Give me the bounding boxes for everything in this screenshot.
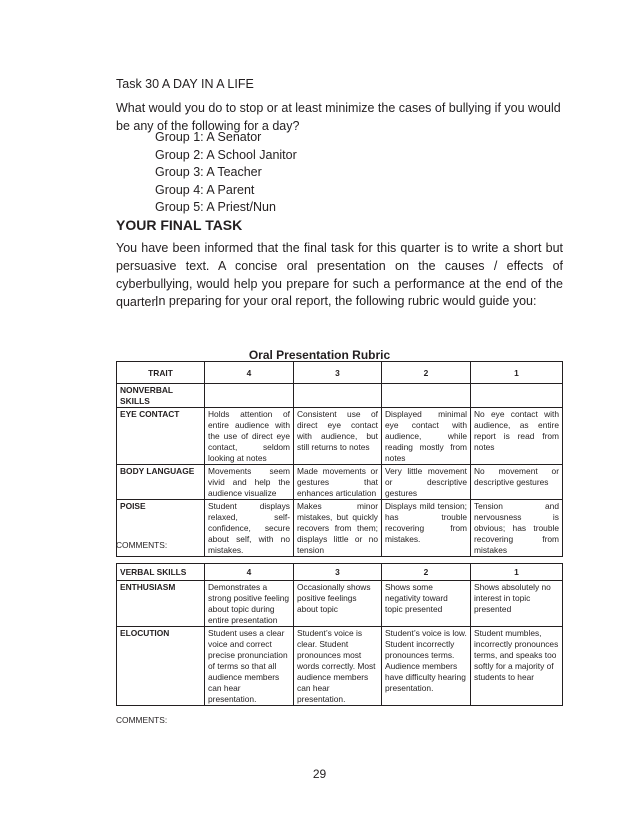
score-3-cell: Consistent use of direct eye contact with audience, but still returns to notes	[294, 408, 382, 465]
table-row	[117, 581, 563, 627]
trait-label: POISE	[117, 500, 205, 557]
header-score-4: 4	[205, 362, 294, 384]
table-row	[117, 500, 563, 557]
table-header-row	[117, 564, 563, 581]
nonverbal-rubric-table	[116, 361, 563, 557]
header-score-4: 4	[205, 564, 294, 581]
task-title: Task 30 A DAY IN A LIFE	[116, 77, 254, 91]
score-4-cell: Holds attention of entire audience with the use of direct eye contact, seldom looking at notes	[205, 408, 294, 465]
table-row	[117, 465, 563, 500]
empty-cell	[205, 384, 294, 408]
header-verbal-skills: VERBAL SKILLS	[117, 564, 205, 581]
score-2-cell: Displays mild tension; has trouble recovering from mistakes.	[382, 500, 471, 557]
score-1-cell: Shows absolutely no interest in topic presented	[471, 581, 563, 627]
score-1-cell: No eye contact with audience, as entire report is read from notes	[471, 408, 563, 465]
table-row	[117, 408, 563, 465]
verbal-rubric-table	[116, 563, 563, 706]
empty-cell	[294, 384, 382, 408]
score-1-cell: Student mumbles, incorrectly pronounces terms, and speaks too softly for a majority of students to hear	[471, 627, 563, 706]
group-item: Group 3: A Teacher	[155, 165, 262, 179]
trait-label: BODY LANGUAGE	[117, 465, 205, 500]
score-2-cell: Shows some negativity toward topic presented	[382, 581, 471, 627]
score-3-cell: Occasionally shows positive feelings about topic	[294, 581, 382, 627]
section-row	[117, 384, 563, 408]
empty-cell	[471, 384, 563, 408]
group-item: Group 5: A Priest/Nun	[155, 200, 276, 214]
page-number: 29	[312, 767, 327, 781]
score-3-cell: Makes minor mistakes, but quickly recovers from them; displays little or no tension	[294, 500, 382, 557]
rubric-title: Oral Presentation Rubric	[248, 348, 391, 362]
task-question: What would you do to stop or at least minimize the cases of bullying if you would be any of the following for a day?	[116, 101, 561, 133]
rubric-intro: In preparing for your oral report, the following rubric would guide you:	[155, 294, 537, 308]
group-list	[155, 129, 297, 217]
group-item: Group 1: A Senator	[155, 130, 262, 144]
score-4-cell: Movements seem vivid and help the audience visualize	[205, 465, 294, 500]
empty-cell	[382, 384, 471, 408]
header-score-3: 3	[294, 362, 382, 384]
section-label: NONVERBAL SKILLS	[117, 384, 205, 408]
header-score-1: 1	[471, 564, 563, 581]
header-score-2: 2	[382, 362, 471, 384]
header-trait: TRAIT	[117, 362, 205, 384]
table-row	[117, 627, 563, 706]
comments-label: COMMENTS:	[116, 540, 168, 550]
trait-label: EYE CONTACT	[117, 408, 205, 465]
score-2-cell: Very little movement or descriptive gestures	[382, 465, 471, 500]
header-score-1: 1	[471, 362, 563, 384]
final-task-paragraph: You have been informed that the final task for this quarter is to write a short but persuasive text. A concise oral presentation on the causes / effects of cyberbullying, would help you prepare for such a performance at the end of the quarter.	[116, 241, 563, 309]
comments-label: COMMENTS:	[116, 715, 168, 725]
group-item: Group 4: A Parent	[155, 182, 255, 197]
final-task-heading: YOUR FINAL TASK	[116, 217, 243, 233]
score-2-cell: Student’s voice is low. Student incorrectly pronounces terms. Audience members have difficulty hearing presentation.	[382, 627, 471, 706]
score-3-cell: Made movements or gestures that enhances articulation	[294, 465, 382, 500]
score-2-cell: Displayed minimal eye contact with audience, while reading mostly from notes	[382, 408, 471, 465]
score-4-cell: Demonstrates a strong positive feeling about topic during entire presentation	[205, 581, 294, 627]
header-score-3: 3	[294, 564, 382, 581]
score-3-cell: Student’s voice is clear. Student pronounces most words correctly. Most audience members can hear presentation.	[294, 627, 382, 706]
group-item: Group 2: A School Janitor	[155, 147, 297, 162]
trait-label: ENTHUSIASM	[117, 581, 205, 627]
score-4-cell: Student displays relaxed, self-confidence, secure about self, with no mistakes.	[205, 500, 294, 557]
header-score-2: 2	[382, 564, 471, 581]
table-header-row	[117, 362, 563, 384]
score-1-cell: Tension and nervousness is obvious; has trouble recovering from mistakes	[471, 500, 563, 557]
trait-label: ELOCUTION	[117, 627, 205, 706]
score-4-cell: Student uses a clear voice and correct precise pronunciation of terms so that all audience members can hear presentation.	[205, 627, 294, 706]
score-1-cell: No movement or descriptive gestures	[471, 465, 563, 500]
